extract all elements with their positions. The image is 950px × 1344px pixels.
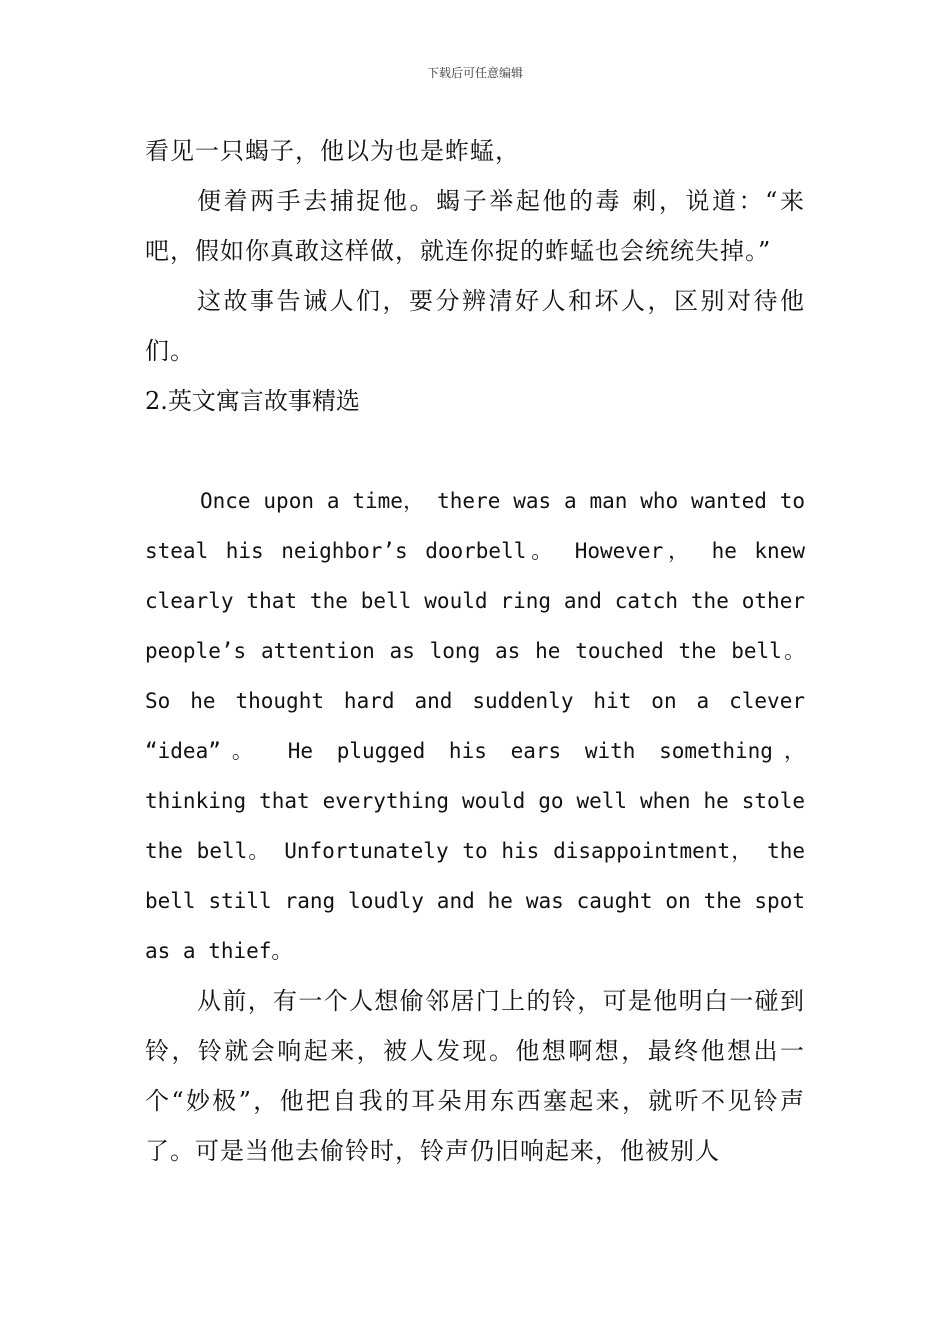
paragraph-moral: 这故事告诫人们，要分辨清好人和坏人，区别对待他们。 <box>145 287 805 365</box>
page-header: 下载后可任意编辑 <box>426 66 523 80</box>
paragraph-continuation: 看见一只蝎子，他以为也是蚱蜢， <box>145 137 520 165</box>
paragraph-scorpion-speech: 便着两手去捕捉他。蝎子举起他的毒 刺，说道：“来吧，假如你真敢这样做，就连你捉的蚱蜢也会统统失掉。” <box>145 187 805 265</box>
blank-line <box>145 426 805 476</box>
paragraph-english-fable: Once upon a time， there was a man who wanted to steal his neighbor’s doorbell。 However， he knew clearly that the bell would ring and catch the other people’s attention as long as he touched the bell。 So he thought hard and suddenly hit on a clever “idea”。 He plugged his ears with something， thinking that everything would go well when he stole the bell。 Unfortunately to his disappointment， the bell still rang loudly and he was caught on the spot as a thief。 <box>145 489 805 963</box>
document-body <box>145 126 805 1176</box>
section-heading: 2.英文寓言故事精选 <box>145 387 360 415</box>
paragraph-chinese-translation: 从前，有一个人想偷邻居门上的铃，可是他明白一碰到铃，铃就会响起来，被人发现。他想啊想，最终他想出一个“妙极”，他把自我的耳朵用东西塞起来，就听不见铃声了。可是当他去偷铃时，铃声仍旧响起来，他被别人 <box>145 987 805 1165</box>
